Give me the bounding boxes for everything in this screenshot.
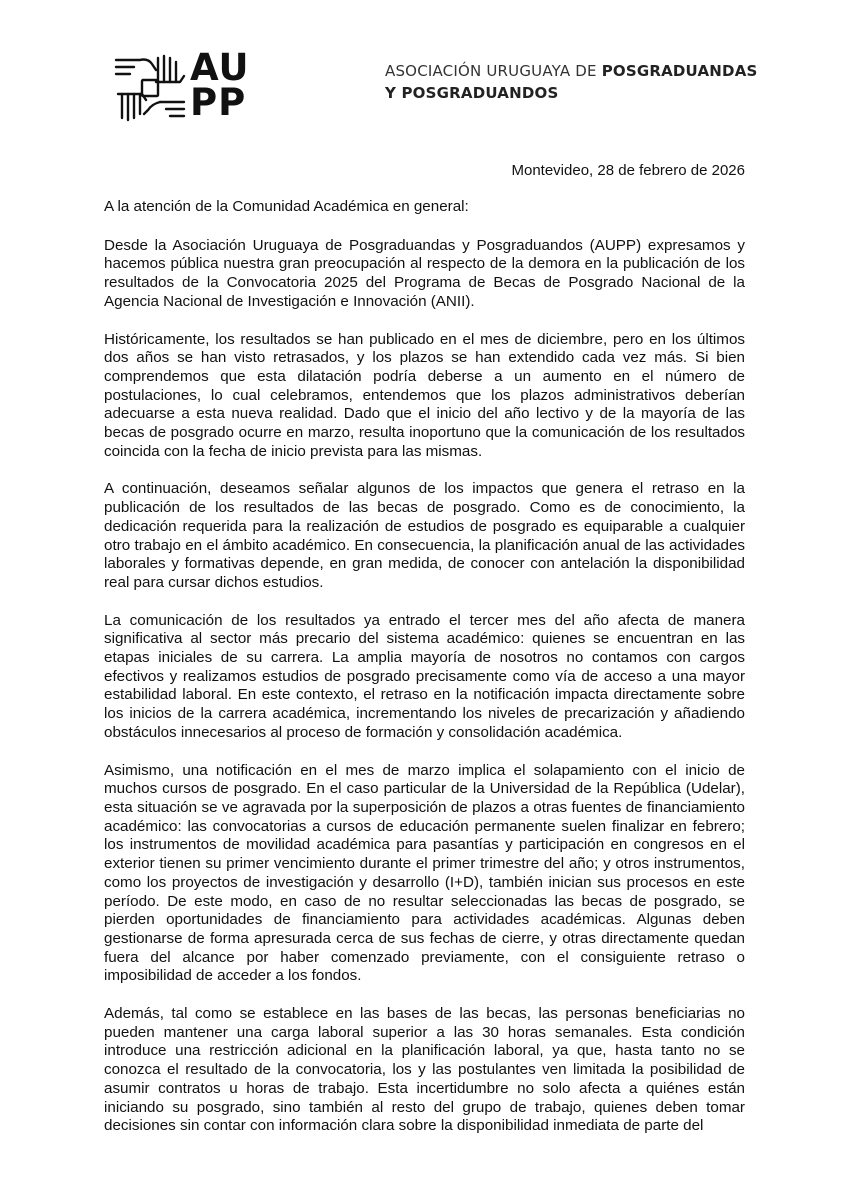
paragraph-6: Además, tal como se establece en las bases de las becas, las personas beneficiarias no pueden mantener una carga laboral superior a las 30 horas semanales. Esta condición introduce una restricción adicional en la planificación laboral, ya que, hasta tanto no se conozca el resultado de la convocatoria, los y las postulantes ven limitada la posibilidad de asumir contratos u horas de trabajo. Esta incertidumbre no solo afecta a quiénes están iniciando su posgrado, sino también al resto del grupo de trabajo, quienes deben tomar decisiones sin contar con información clara sobre la disponibilidad inmediata de parte del [104, 1005, 745, 1135]
salutation: A la atención de la Comunidad Académica en general: [104, 198, 469, 215]
paragraph-2: Históricamente, los resultados se han publicado en el mes de diciembre, pero en los últimos dos años se han visto retrasados, y los plazos se han extendido cada vez más. Si bien comprendemos que esta dilatación podría deberse a un aumento en el número de postulaciones, lo cual celebramos, entendemos que los plazos administrativos deberían adecuarse a esta nueva realidad. Dado que el inicio del año lectivo y de la mayoría de las becas de posgrado ocurre en marzo, resulta inoportuno que la comunicación de los resultados coincida con la fecha de inicio prevista para las mismas. [104, 330, 745, 460]
org-name-line1-regular: ASOCIACIÓN URUGUAYA DE [385, 62, 602, 80]
org-name-line2-bold: Y POSGRADUANDOS [385, 84, 559, 102]
org-name-line2 [385, 82, 758, 104]
paragraph-3: A continuación, deseamos señalar algunos de los impactos que genera el retraso en la publicación de los resultados de las becas de posgrado. Como es de conocimiento, la dedicación requerida para la realización de estudios de posgrado es equiparable a cualquier otro trabajo en el ámbito académico. En consecuencia, la planificación anual de las actividades laborales y formativas depende, en gran medida, de conocer con antelación la disponibilidad real para cursar dichos estudios. [104, 480, 745, 591]
logo-text-line1: AU [190, 46, 250, 89]
letter-date: Montevideo, 28 de febrero de 2026 [511, 162, 745, 179]
org-name-line1 [385, 60, 758, 82]
paragraph-4: La comunicación de los resultados ya entrado el tercer mes del año afecta de manera significativa al sector más precario del sistema académico: quienes se encuentran en las etapas iniciales de su carrera. La amplia mayoría de nosotros no contamos con cargos efectivos y realizamos estudios de posgrado precisamente como vía de acceso a una mayor estabilidad laboral. En este contexto, el retraso en la notificación impacta directamente sobre los inicios de la carrera académica, incrementando los niveles de precarización y añadiendo obstáculos innecesarios al proceso de formación y consolidación académica. [104, 611, 745, 741]
logo-wordmark [190, 46, 250, 124]
hands-logo-icon [112, 52, 188, 124]
logo-text-line2: PP [190, 81, 247, 124]
letter-body [104, 198, 745, 1136]
aupp-logo [112, 46, 262, 128]
paragraph-5: Asimismo, una notificación en el mes de marzo implica el solapamiento con el inicio de muchos cursos de posgrado. En el caso particular de la Universidad de la República (Udelar), esta situación se ve agravada por la superposición de plazos a otras fuentes de financiamiento académico: las convocatorias a cursos de educación permanente suelen finalizar en febrero; los instrumentos de movilidad académica para pasantías y participación en congresos en el exterior tienen su primer vencimiento durante el primer trimestre del año; y otros instrumentos, como los proyectos de investigación y desarrollo (I+D), también inician sus procesos en este período. De este modo, en caso de no resultar seleccionadas las becas de posgrado, se pierden oportunidades de financiamiento para actividades académicas. Algunas deben gestionarse de forma apresurada cerca de sus fechas de cierre, y otras directamente quedan fuera del alcance por haber comenzado previamente, con el consiguiente retraso o imposibilidad de acceder a los fondos. [104, 761, 745, 985]
org-name-line1-bold: POSGRADUANDAS [601, 62, 758, 80]
organization-name [385, 60, 758, 104]
paragraph-1: Desde la Asociación Uruguaya de Posgraduandas y Posgraduandos (AUPP) expresamos y hacemos pública nuestra gran preocupación al respecto de la demora en la publicación de los resultados de la Convocatoria 2025 del Programa de Becas de Posgrado Nacional de la Agencia Nacional de Investigación e Innovación (ANII). [104, 236, 745, 310]
